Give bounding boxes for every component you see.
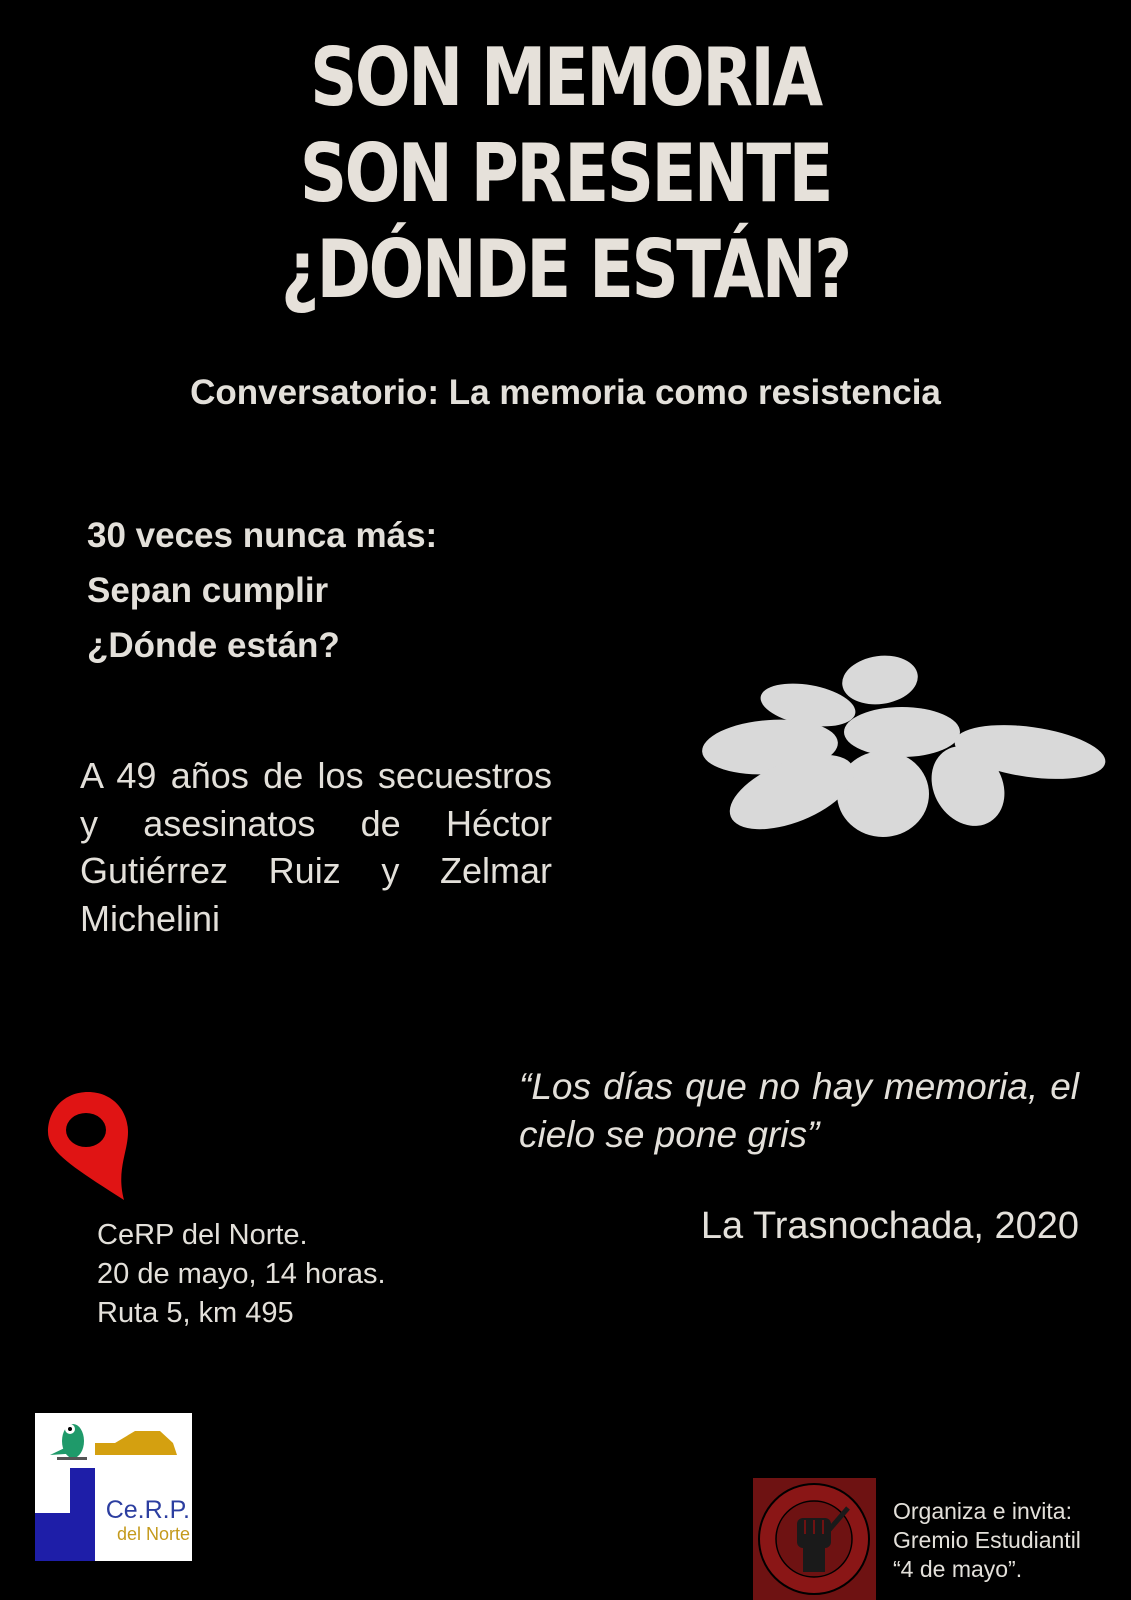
anniversary-text: A 49 años de los secuestros y asesinatos de Héctor Gutiérrez Ruiz y Zelmar Michelini	[80, 755, 552, 939]
location-address: Ruta 5, km 495	[97, 1297, 294, 1329]
title-line-1: SON MEMORIA	[310, 31, 821, 124]
cerp-logo-text	[104, 1496, 190, 1544]
cerp-logo-subname: del Norte	[116, 1524, 190, 1544]
slogans	[87, 508, 437, 673]
location-pin-icon	[46, 1090, 130, 1202]
organizer-line-3: “4 de mayo”.	[893, 1556, 1023, 1582]
cerp-logo-name: Ce.R.P.	[105, 1496, 190, 1524]
location-place: CeRP del Norte.	[97, 1219, 308, 1251]
slogan-line-1: 30 veces nunca más:	[87, 516, 438, 555]
organizer-line-1: Organiza e invita:	[893, 1498, 1072, 1524]
slogan-line-3: ¿Dónde están?	[87, 626, 340, 665]
location-date-time: 20 de mayo, 14 horas.	[97, 1258, 386, 1290]
quote-text: “Los días que no hay memoria, el cielo se pone gris”	[519, 1066, 1079, 1155]
cerp-logo	[35, 1413, 192, 1561]
event-subtitle: Conversatorio: La memoria como resistencia	[190, 373, 941, 412]
quote-author: La Trasnochada, 2020	[700, 1205, 1079, 1247]
flower-icon	[700, 650, 1130, 850]
organizer-info	[893, 1497, 1081, 1584]
slogan-line-2: Sepan cumplir	[87, 571, 329, 610]
organizer-line-2: Gremio Estudiantil	[893, 1527, 1081, 1553]
gremio-logo	[753, 1478, 876, 1600]
event-location	[97, 1216, 386, 1333]
title-line-2: SON PRESENTE	[299, 127, 831, 220]
poster-title	[102, 30, 1029, 318]
title-line-3: ¿DÓNDE ESTÁN?	[281, 223, 850, 316]
